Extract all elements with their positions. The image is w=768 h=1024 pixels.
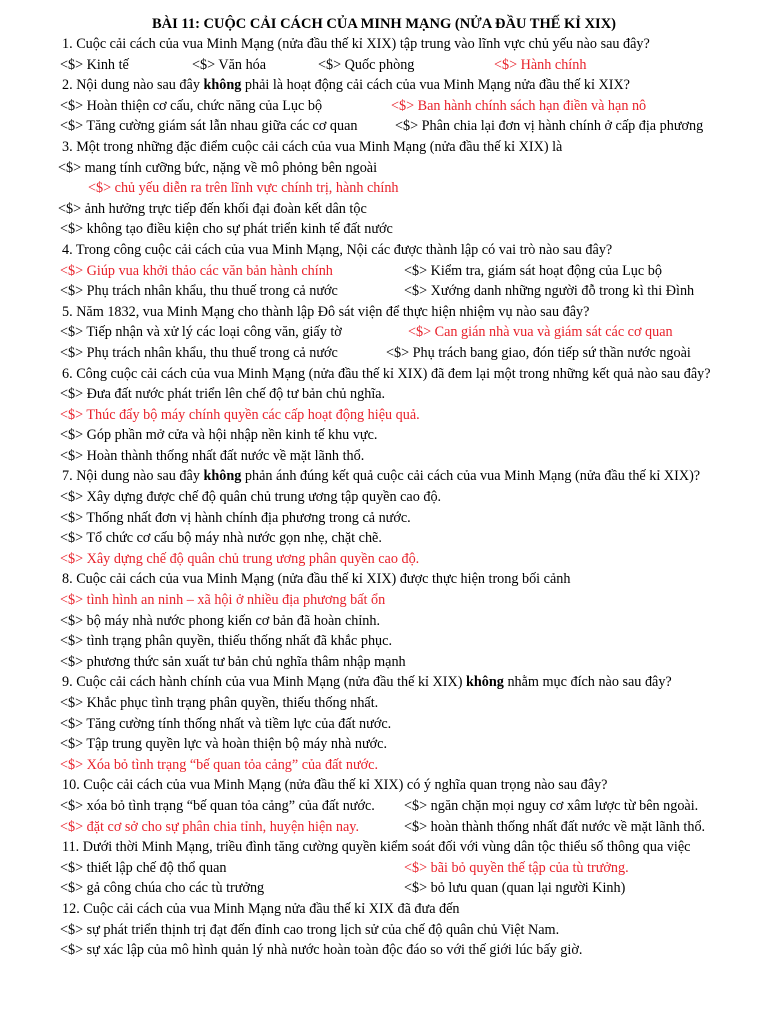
answer-option-correct: <$> Xóa bỏ tình trạng “bế quan tỏa cảng” của đất nước.	[60, 756, 378, 773]
answer-option: <$> Phụ trách nhân khẩu, thu thuế trong cả nước	[60, 344, 338, 361]
answer-option-correct: <$> đặt cơ sở cho sự phân chia tỉnh, huyện hiện nay.	[60, 818, 359, 835]
answer-option-correct: <$> Thúc đẩy bộ máy chính quyền các cấp hoạt động hiệu quả.	[60, 406, 420, 423]
question-5: 5. Năm 1832, vua Minh Mạng cho thành lập Đô sát viện để thực hiện nhiệm vụ nào sau đây?	[62, 303, 590, 320]
question-12: 12. Cuộc cải cách của vua Minh Mạng nửa đầu thế kỉ XIX đã đưa đến	[62, 900, 460, 917]
answer-option: <$> Tiếp nhận và xử lý các loại công văn, giấy tờ	[60, 324, 342, 341]
answer-option: <$> Văn hóa	[192, 56, 267, 73]
answer-option-correct: <$> Xây dựng chế độ quân chủ trung ương phân quyền cao độ.	[60, 550, 420, 567]
answer-option: <$> Góp phần mở cửa và hội nhập nền kinh tế khu vực.	[60, 427, 378, 444]
answer-option-correct: <$> tình hình an ninh – xã hội ở nhiều địa phương bất ổn	[60, 592, 386, 609]
question-7: 7. Nội dung nào sau đây không phản ánh đúng kết quả cuộc cải cách của vua Minh Mạng (nửa đầu thế kỉ XIX)?	[62, 468, 701, 485]
question-6: 6. Công cuộc cải cách của vua Minh Mạng (nửa đầu thế kỉ XIX) đã đem lại một trong những kết quả nào sau đây?	[62, 365, 711, 382]
options-row	[0, 858, 768, 879]
options-row	[0, 446, 768, 467]
options-row	[0, 322, 768, 343]
answer-option: <$> thiết lập chế độ thổ quan	[60, 859, 227, 876]
answer-option-correct: <$> chủ yếu diễn ra trên lĩnh vực chính trị, hành chính	[88, 180, 399, 197]
answer-option: <$> ảnh hưởng trực tiếp đến khối đại đoàn kết dân tộc	[58, 200, 367, 217]
answer-option-correct: <$> Can gián nhà vua và giám sát các cơ quan	[408, 324, 673, 341]
options-row	[0, 96, 768, 117]
answer-option: <$> phương thức sản xuất tư bản chủ nghĩa thâm nhập mạnh	[60, 653, 406, 670]
options-row	[0, 590, 768, 611]
options-row	[0, 755, 768, 776]
answer-option: <$> Hoàn thiện cơ cấu, chức năng của Lục bộ	[60, 97, 323, 114]
options-row	[0, 425, 768, 446]
options-row	[0, 714, 768, 735]
question-8: 8. Cuộc cải cách của vua Minh Mạng (nửa đầu thế kỉ XIX) được thực hiện trong bối cảnh	[62, 571, 571, 588]
options-row	[0, 384, 768, 405]
options-row	[0, 693, 768, 714]
answer-option: <$> gả công chúa cho các tù trưởng	[60, 880, 265, 897]
question-3: 3. Một trong những đặc điểm cuộc cải cách của vua Minh Mạng (nửa đầu thế kỉ XIX) là	[62, 138, 563, 155]
options-row	[0, 199, 768, 220]
answer-option: <$> hoàn thành thống nhất đất nước về mặt lãnh thổ.	[404, 818, 706, 835]
answer-option-correct: <$> bãi bỏ quyền thế tập của tù trưởng.	[404, 859, 629, 876]
answer-option: <$> tình trạng phân quyền, thiếu thống nhất đã khắc phục.	[60, 633, 392, 650]
question-1: 1. Cuộc cải cách của vua Minh Mạng (nửa đầu thế kỉ XIX) tập trung vào lĩnh vực chủ yếu nào sau đây?	[62, 36, 650, 52]
question-2: 2. Nội dung nào sau đây không phải là hoạt động cải cách của vua Minh Mạng nửa đầu thế kỉ XIX?	[62, 77, 630, 94]
question-4: 4. Trong công cuộc cải cách của vua Minh Mạng, Nội các được thành lập có vai trò nào sau đây?	[62, 241, 613, 258]
options-row	[0, 878, 768, 899]
options-row	[0, 343, 768, 364]
answer-option: <$> Phụ trách nhân khẩu, thu thuế trong cả nước	[60, 283, 338, 300]
answer-option-correct: <$> Giúp vua khởi thảo các văn bản hành chính	[60, 262, 333, 279]
answer-option: <$> Xướng danh những người đỗ trong kì thi Đình	[404, 283, 695, 300]
question-9: 9. Cuộc cải cách hành chính của vua Minh Mạng (nửa đầu thế kỉ XIX) không nhằm mục đích nào sau đây?	[62, 674, 672, 691]
options-row	[0, 178, 768, 199]
options-row	[0, 940, 768, 961]
options-row	[0, 116, 768, 137]
options-row	[0, 508, 768, 529]
options-row	[0, 261, 768, 282]
answer-option: <$> Đưa đất nước phát triển lên chế độ tư bản chủ nghĩa.	[60, 386, 386, 403]
answer-option: <$> Tập trung quyền lực và hoàn thiện bộ máy nhà nước.	[60, 736, 388, 753]
options-row	[0, 405, 768, 426]
question-10: 10. Cuộc cải cách của vua Minh Mạng (nửa đầu thế kỉ XIX) có ý nghĩa quan trọng nào sau đây?	[62, 777, 608, 794]
page-title: BÀI 11: CUỘC CẢI CÁCH CỦA MINH MẠNG (NỬA ĐẦU THẾ KỈ XIX)	[151, 16, 616, 32]
answer-option: <$> Khắc phục tình trạng phân quyền, thiếu thống nhất.	[60, 695, 379, 711]
options-row	[0, 796, 768, 817]
answer-option-correct: <$> Hành chính	[494, 56, 587, 73]
options-row	[0, 281, 768, 302]
answer-option: <$> Thống nhất đơn vị hành chính địa phương trong cả nước.	[60, 509, 411, 526]
answer-option: <$> Tăng cường tính thống nhất và tiềm lực của đất nước.	[60, 715, 392, 732]
question-11: 11. Dưới thời Minh Mạng, triều đình tăng cường quyền kiểm soát đối với vùng dân tộc thiểu số thông qua việc	[62, 839, 691, 856]
answer-option: <$> không tạo điều kiện cho sự phát triển kinh tế đất nước	[60, 221, 393, 238]
options-row	[0, 652, 768, 673]
answer-option: <$> Kiểm tra, giám sát hoạt động của Lục bộ	[404, 262, 662, 279]
options-row	[0, 549, 768, 570]
options-row	[0, 611, 768, 632]
options-row	[0, 920, 768, 941]
answer-option: <$> xóa bỏ tình trạng “bế quan tỏa cảng” của đất nước.	[60, 797, 375, 814]
options-row	[0, 55, 768, 76]
options-row	[0, 158, 768, 179]
answer-option: <$> mang tính cưỡng bức, nặng về mô phỏng bên ngoài	[58, 159, 378, 176]
answer-option: <$> bộ máy nhà nước phong kiến cơ bản đã hoàn chỉnh.	[60, 612, 381, 629]
answer-option: <$> Xây dựng được chế độ quân chủ trung ương tập quyền cao độ.	[60, 489, 442, 506]
options-row	[0, 528, 768, 549]
options-row	[0, 219, 768, 240]
answer-option: <$> sự phát triển thịnh trị đạt đến đỉnh cao trong lịch sử của chế độ quân chủ Việt Nam.	[60, 921, 560, 938]
options-row	[0, 631, 768, 652]
answer-option: <$> bỏ lưu quan (quan lại người Kinh)	[404, 880, 626, 897]
answer-option: <$> Hoàn thành thống nhất đất nước về mặt lãnh thổ.	[60, 447, 365, 464]
answer-option: <$> Tổ chức cơ cấu bộ máy nhà nước gọn nhẹ, chặt chẽ.	[60, 530, 382, 547]
answer-option: <$> sự xác lập của mô hình quản lý nhà nước hoàn toàn độc đáo so với thế giới lúc bấy giờ.	[60, 942, 583, 959]
options-row	[0, 817, 768, 838]
options-row	[0, 487, 768, 508]
answer-option: <$> Phân chia lại đơn vị hành chính ở cấp địa phương	[395, 118, 704, 135]
answer-option: <$> Tăng cường giám sát lẫn nhau giữa các cơ quan	[60, 118, 358, 135]
answer-option-correct: <$> Ban hành chính sách hạn điền và hạn nô	[391, 97, 647, 114]
answer-option: <$> ngăn chặn mọi nguy cơ xâm lược từ bên ngoài.	[404, 797, 699, 814]
answer-option: <$> Phụ trách bang giao, đón tiếp sứ thần nước ngoài	[386, 344, 691, 361]
options-row	[0, 734, 768, 755]
answer-option: <$> Kinh tế	[60, 56, 129, 73]
answer-option: <$> Quốc phòng	[318, 56, 415, 73]
